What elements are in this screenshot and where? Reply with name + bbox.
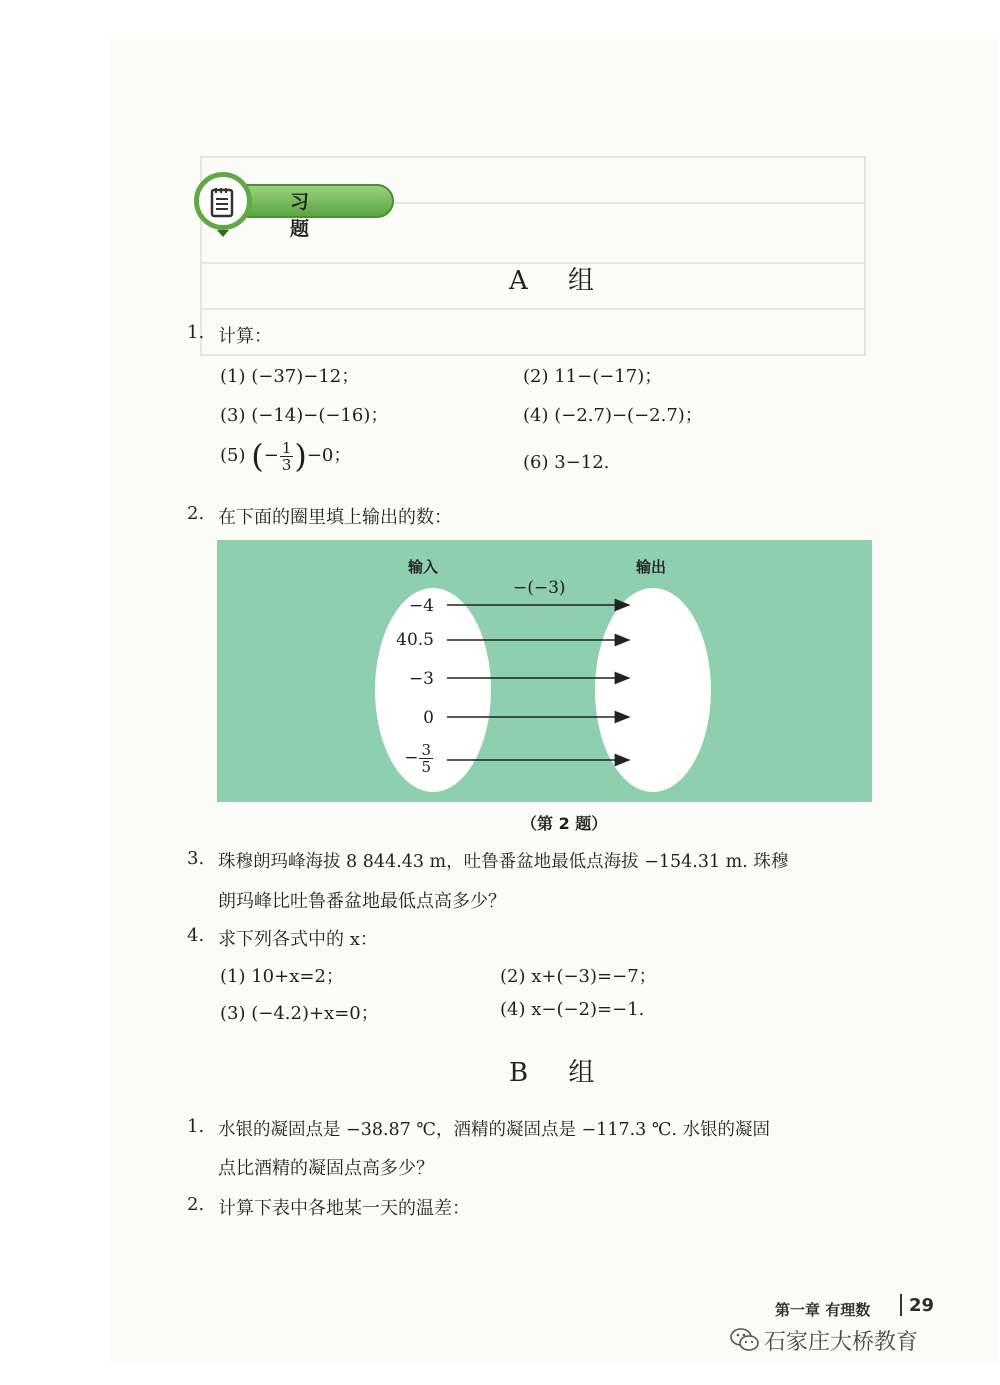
a-q1-item-1: (1) (−37)−12； [220,366,360,387]
item5-suffix: −0； [306,445,352,466]
b-q2-number: 2. [187,1194,205,1215]
a-q4-item-3: (3) (−4.2)+x=0； [220,1003,379,1024]
group-b-title: B 组 [509,1058,611,1088]
item5-prefix: (5) [220,445,246,466]
arrows [217,540,872,802]
a-q2-prompt: 在下面的圈里填上输出的数： [218,507,452,528]
input-value-1: −4 [408,596,434,616]
a-q1-item-2: (2) 11−(−17)； [523,366,663,387]
b-q1-line-1: 水银的凝固点是 −38.87 ℃，酒精的凝固点是 −117.3 ℃. 水银的凝固 [218,1120,771,1140]
a-q4-item-2: (2) x+(−3)=−7； [500,966,657,987]
a-q4-number: 4. [187,925,205,946]
a-q1-number: 1. [187,322,205,343]
a-q1-item-6: (6) 3−12. [523,452,610,473]
b-q1-line-2: 点比酒精的凝固点高多少？ [218,1158,434,1179]
a-q3-line-2: 朗玛峰比吐鲁番盆地最低点高多少？ [218,891,506,912]
watermark-text: 石家庄大桥教育 [764,1330,919,1355]
a-q4-prompt: 求下列各式中的 x： [218,929,378,950]
page-number: 29 [909,1295,935,1316]
footer-chapter: 第一章 有理数 [775,1301,871,1319]
a-q1-item-4: (4) (−2.7)−(−2.7)； [523,405,703,426]
input-value-3: −3 [408,669,434,689]
badge-pointer-icon [217,230,229,237]
notebook-icon [194,172,252,230]
footer-divider [900,1294,902,1316]
diagram-caption: （第 2 题） [521,814,608,833]
operation-label: −(−3) [513,578,566,598]
input-value-4: 0 [423,708,434,728]
a-q1-item-5: (5) (− $\frac{1}{3}$ )−0； [220,437,352,475]
input-output-diagram [217,540,872,802]
item5-minus: − [263,445,279,466]
item5-fraction: $\frac{1}{3}$ [281,438,292,474]
input-value-5: − $\frac{3}{5}$ [404,741,431,776]
a-q4-item-4: (4) x−(−2)=−1. [500,999,645,1020]
input-value-2: 40.5 [396,630,434,650]
exercise-badge [186,178,394,240]
a-q3-number: 3. [187,848,205,869]
a-q1-item-3: (3) (−14)−(−16)； [220,405,389,426]
a-q1-prompt: 计算： [218,326,272,347]
b-q1-number: 1. [187,1116,205,1137]
output-label: 输出 [636,558,667,576]
b-q2-prompt: 计算下表中各地某一天的温差： [218,1198,470,1219]
a-q4-item-1: (1) 10+x=2； [220,966,344,987]
wechat-icon [730,1327,760,1357]
input-label: 输入 [408,558,439,576]
badge-label: 习 题 [290,191,332,240]
group-a-title: A 组 [509,266,611,296]
a-q2-number: 2. [187,503,205,524]
a-q3-line-1: 珠穆朗玛峰海拔 8 844.43 m，吐鲁番盆地最低点海拔 −154.31 m. 珠穆 [218,852,789,872]
